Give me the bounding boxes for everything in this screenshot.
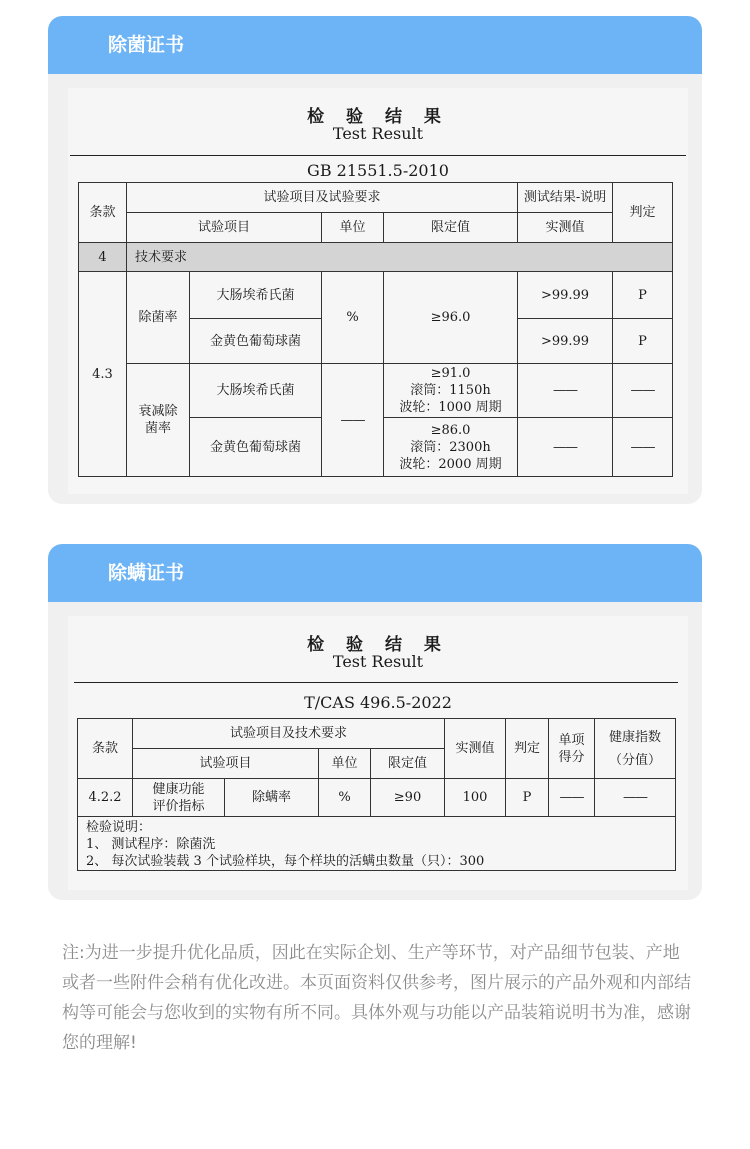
header-unit: 单位: [322, 213, 384, 243]
limit-line3: 波轮：2000 周期: [399, 456, 502, 472]
limit-value: ≥90: [371, 779, 445, 817]
header-measured: 实测值: [445, 719, 506, 779]
header-item-score: [549, 719, 595, 779]
header-items-requirements: 试验项目及技术要求: [133, 719, 445, 749]
measured-value: ——: [518, 364, 613, 418]
measured-value: >99.99: [518, 319, 613, 364]
limit-line1: ≥86.0: [430, 422, 471, 438]
group-label-line1: 衰减除: [138, 404, 178, 419]
header-test-result-desc: 测试结果-说明: [518, 183, 613, 213]
limit-value: [384, 364, 518, 418]
test-item: 金黄色葡萄球菌: [190, 319, 322, 364]
sterilization-test-table: [78, 182, 673, 477]
test-notes: [78, 817, 676, 871]
header-measured: 实测值: [518, 213, 613, 243]
judge-value: ——: [613, 364, 673, 418]
limit-line3: 波轮：1000 周期: [399, 400, 502, 415]
result-title: 检 验 结 果: [307, 107, 449, 127]
header-test-item: 试验项目: [133, 749, 319, 779]
certificate-sheet: [68, 616, 688, 890]
sterilization-certificate-card: [48, 16, 702, 504]
header-judgement: 判定: [506, 719, 549, 779]
score-value: ——: [549, 779, 595, 817]
mite-test-table: [77, 718, 676, 871]
clause-4-3: 4.3: [79, 272, 127, 477]
group-label-sterilization-rate: 除菌率: [127, 272, 190, 364]
measured-value: >99.99: [518, 272, 613, 319]
header-judgement: 判定: [613, 183, 673, 243]
table-row: [79, 364, 673, 418]
clause-value: 4.2.2: [78, 779, 133, 817]
header-clause: 条款: [79, 183, 127, 243]
unit-value: %: [322, 272, 384, 364]
measured-value: 100: [445, 779, 506, 817]
standard-code: T/CAS 496.5-2022: [304, 693, 452, 712]
group-label-line2: 菌率: [144, 421, 171, 436]
section-label: 技术要求: [127, 243, 673, 272]
notes-title: 检验说明：: [86, 820, 152, 835]
card-title: 除菌证书: [108, 34, 185, 56]
certificate-sheet: [68, 88, 688, 494]
result-subtitle: Test Result: [332, 124, 424, 143]
limit-line2: 滚筒：2300h: [410, 439, 491, 455]
table-row: [78, 779, 676, 817]
header-health-index-line1: 健康指数: [609, 729, 662, 745]
test-item: 大肠埃希氏菌: [190, 364, 322, 418]
divider-line: [70, 155, 686, 156]
measured-value: ——: [518, 418, 613, 477]
category-value: [133, 779, 225, 817]
category-line2: 评价指标: [152, 798, 205, 814]
header-item-score-line2: 得分: [558, 749, 585, 765]
header-unit: 单位: [319, 749, 371, 779]
mite-removal-certificate-card: [48, 544, 702, 900]
card-header: [48, 544, 702, 602]
card-title: 除螨证书: [108, 562, 185, 584]
judge-value: P: [613, 272, 673, 319]
divider-line: [74, 682, 678, 683]
standard-code: GB 21551.5-2010: [307, 161, 449, 180]
card-header: [48, 16, 702, 74]
result-title: 检 验 结 果: [307, 635, 449, 655]
unit-value: ——: [322, 364, 384, 477]
header-limit: 限定值: [371, 749, 445, 779]
header-test-item: 试验项目: [127, 213, 322, 243]
limit-line2: 滚筒：1150h: [410, 383, 491, 398]
header-limit: 限定值: [384, 213, 518, 243]
disclaimer-note: 注:为进一步提升优化品质，因此在实际企划、生产等环节，对产品细节包装、产地或者一些附件会稍有优化改进。本页面资料仅供参考，图片展示的产品外观和内部结构等可能会与您收到的实物有所不同。具体外观与功能以产品装箱说明书为准，感谢您的理解!: [62, 943, 691, 1053]
group-label-decay-rate: [127, 364, 190, 477]
judge-value: P: [506, 779, 549, 817]
unit-value: %: [319, 779, 371, 817]
header-clause: 条款: [78, 719, 133, 779]
header-item-score-line1: 单项: [558, 732, 585, 748]
table-row: [79, 272, 673, 319]
judge-value: P: [613, 319, 673, 364]
notes-line1: 1、 测试程序：除菌洗: [86, 837, 216, 852]
header-items-requirements: 试验项目及试验要求: [127, 183, 518, 213]
health-value: ——: [595, 779, 676, 817]
result-subtitle: Test Result: [332, 652, 424, 671]
header-health-index: [595, 719, 676, 779]
limit-line1: ≥91.0: [430, 366, 471, 381]
header-health-index-line2: （分值）: [609, 752, 662, 768]
test-item: 金黄色葡萄球菌: [190, 418, 322, 477]
section-clause: 4: [79, 243, 127, 272]
test-item: 除螨率: [225, 779, 319, 817]
limit-value: ≥96.0: [384, 272, 518, 364]
category-line1: 健康功能: [152, 781, 205, 797]
judge-value: ——: [613, 418, 673, 477]
notes-line2: 2、 每次试验装载 3 个试验样块，每个样块的活螨虫数量（只）：300: [86, 854, 485, 869]
test-item: 大肠埃希氏菌: [190, 272, 322, 319]
limit-value: [384, 418, 518, 477]
